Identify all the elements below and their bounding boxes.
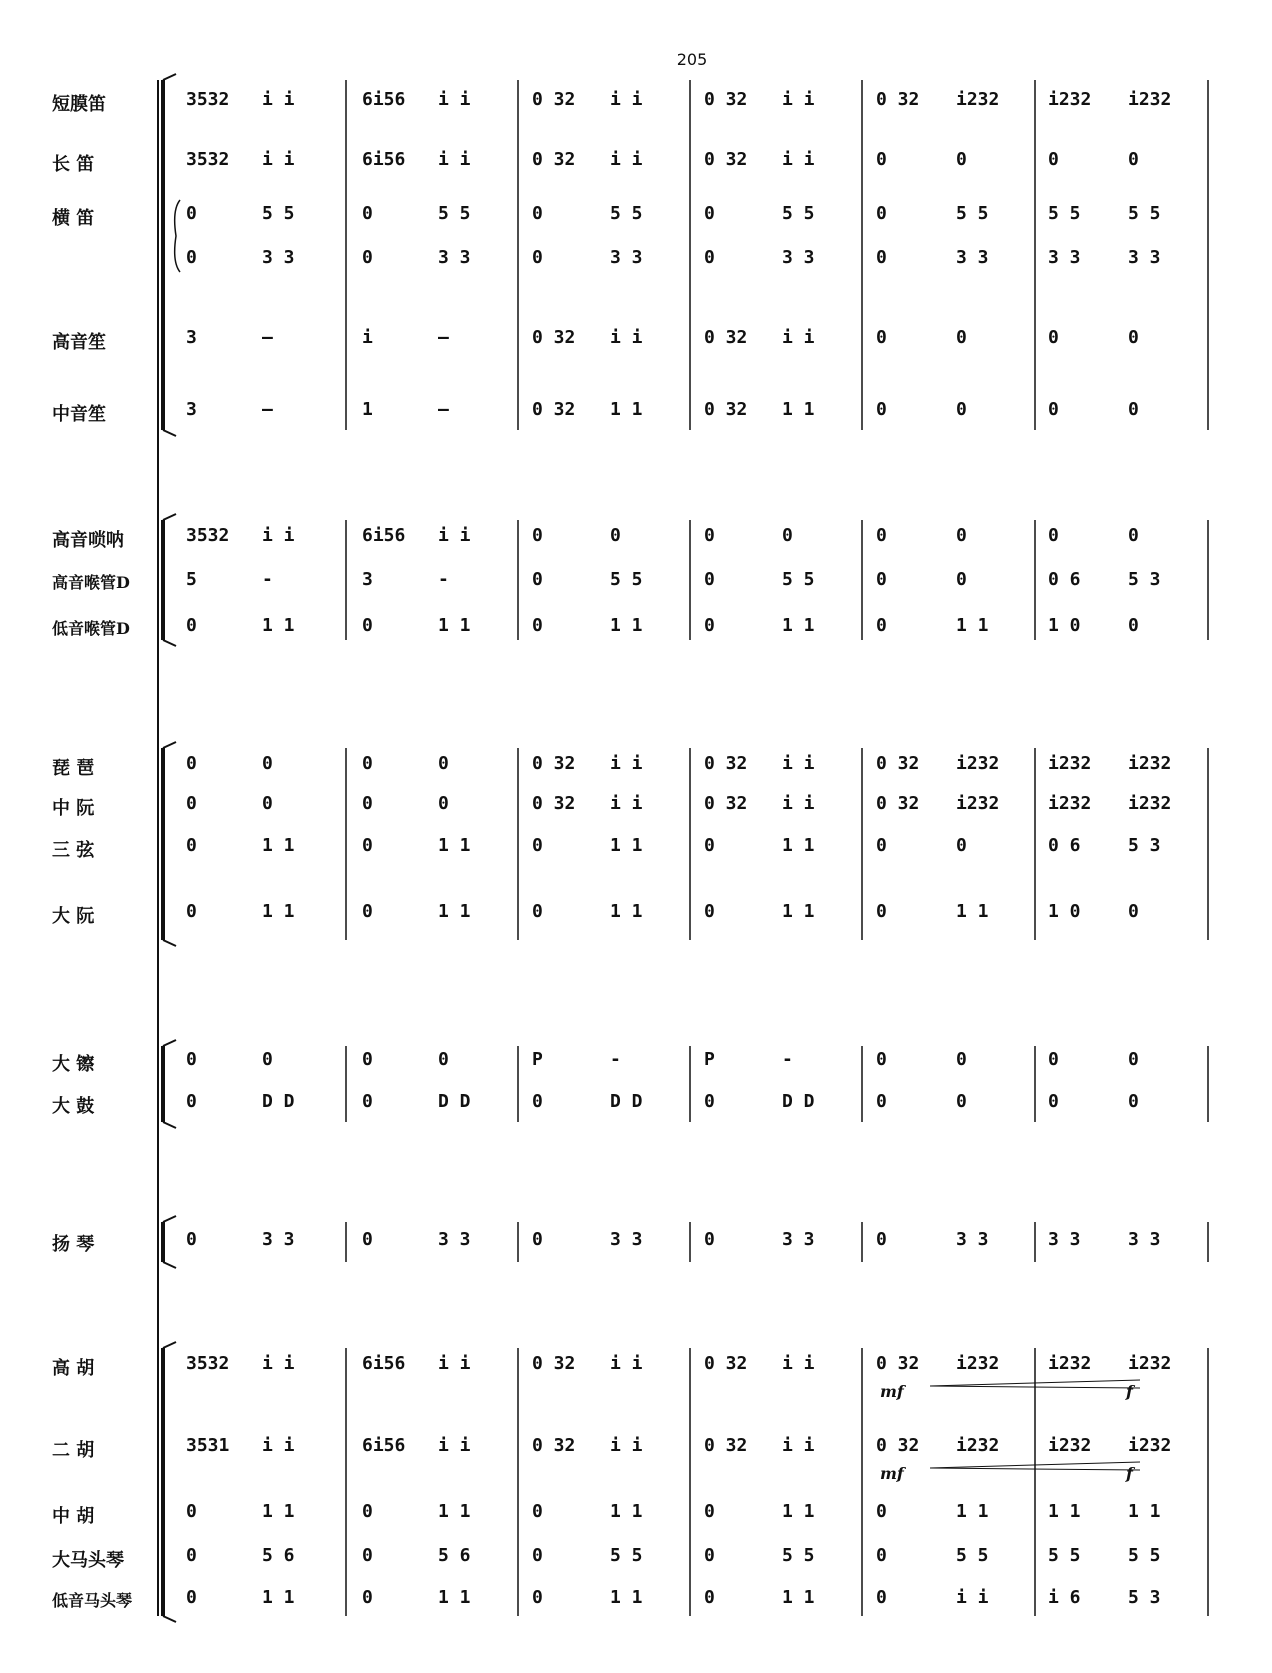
note-first-beat: 3 3 xyxy=(1048,1229,1081,1250)
note-first-beat: 1 xyxy=(362,399,373,420)
note-second-beat: 3 3 xyxy=(782,1229,815,1250)
note-first-beat: 0 xyxy=(704,1587,715,1608)
note-first-beat: i232 xyxy=(1048,793,1092,814)
note-second-beat: i i xyxy=(610,149,643,170)
bracket-hook-top xyxy=(163,1342,176,1348)
note-second-beat: 0 xyxy=(262,1049,273,1070)
note-first-beat: 0 xyxy=(532,901,543,922)
note-second-beat: 1 1 xyxy=(262,615,295,636)
note-first-beat: i232 xyxy=(1048,89,1092,110)
note-first-beat: 0 xyxy=(704,525,715,546)
note-second-beat: i i xyxy=(610,753,643,774)
note-first-beat: 0 xyxy=(1048,399,1059,420)
note-second-beat: 0 xyxy=(956,569,967,590)
instrument-label: 高音笙 xyxy=(52,332,106,353)
note-first-beat: 0 xyxy=(362,1501,373,1522)
note-second-beat: i232 xyxy=(1128,793,1172,814)
note-second-beat: i i xyxy=(782,89,815,110)
note-second-beat: 1 1 xyxy=(782,835,815,856)
note-first-beat: 0 xyxy=(362,793,373,814)
note-first-beat: 6i56 xyxy=(362,1435,406,1456)
note-first-beat: P xyxy=(704,1049,715,1070)
note-second-beat: i232 xyxy=(956,1435,1000,1456)
note-second-beat: 5 5 xyxy=(782,1545,815,1566)
note-first-beat: 0 xyxy=(362,1229,373,1250)
note-second-beat: i i xyxy=(438,149,471,170)
note-first-beat: 0 xyxy=(362,901,373,922)
note-first-beat: 0 xyxy=(186,1501,197,1522)
note-first-beat: 0 32 xyxy=(532,1435,576,1456)
note-second-beat: 5 3 xyxy=(1128,569,1161,590)
note-second-beat: i i xyxy=(438,1435,471,1456)
note-first-beat: 0 xyxy=(532,1501,543,1522)
instrument-label: 中音笙 xyxy=(52,404,106,425)
note-first-beat: 0 32 xyxy=(704,1353,748,1374)
note-first-beat: 0 xyxy=(186,1545,197,1566)
note-first-beat: 1 0 xyxy=(1048,901,1081,922)
note-second-beat: 0 xyxy=(438,1049,449,1070)
note-second-beat: - xyxy=(782,1049,793,1070)
note-second-beat: 0 xyxy=(262,753,273,774)
page-number: 205 xyxy=(676,50,708,69)
instrument-label: 长 笛 xyxy=(52,154,95,175)
note-second-beat: i i xyxy=(782,793,815,814)
instrument-label: 横 笛 xyxy=(52,208,95,229)
dynamic-mf: mf xyxy=(880,1382,904,1401)
note-second-beat: i i xyxy=(782,149,815,170)
note-first-beat: 0 xyxy=(704,615,715,636)
note-second-beat: 0 xyxy=(956,327,967,348)
note-first-beat: 0 xyxy=(876,1229,887,1250)
note-second-beat: 0 xyxy=(1128,901,1139,922)
note-second-beat: i i xyxy=(262,89,295,110)
note-first-beat: 0 32 xyxy=(532,399,576,420)
note-second-beat: 5 5 xyxy=(262,203,295,224)
note-second-beat: i i xyxy=(438,1353,471,1374)
note-first-beat: 0 xyxy=(1048,149,1059,170)
note-first-beat: i232 xyxy=(1048,753,1092,774)
note-second-beat: - xyxy=(438,569,449,590)
note-second-beat: i i xyxy=(956,1587,989,1608)
note-first-beat: 0 xyxy=(532,1545,543,1566)
note-second-beat: i i xyxy=(782,1353,815,1374)
note-first-beat: 0 xyxy=(186,615,197,636)
bracket-hook-bottom xyxy=(163,1122,176,1128)
note-first-beat: 6i56 xyxy=(362,149,406,170)
note-second-beat: D D xyxy=(262,1091,295,1112)
note-first-beat: 0 xyxy=(186,753,197,774)
note-second-beat: 3 3 xyxy=(1128,247,1161,268)
note-second-beat: 3 3 xyxy=(782,247,815,268)
note-second-beat: i i xyxy=(782,327,815,348)
note-first-beat: 0 xyxy=(532,203,543,224)
note-first-beat: 0 xyxy=(704,901,715,922)
note-second-beat: i232 xyxy=(956,1353,1000,1374)
note-first-beat: 0 xyxy=(876,1049,887,1070)
note-first-beat: 0 32 xyxy=(876,793,920,814)
note-first-beat: 0 xyxy=(362,1091,373,1112)
instrument-label: 琵 琶 xyxy=(52,758,95,779)
note-second-beat: i i xyxy=(438,89,471,110)
note-second-beat: 1 1 xyxy=(782,1587,815,1608)
note-second-beat: 1 1 xyxy=(438,901,471,922)
note-second-beat: 5 3 xyxy=(1128,835,1161,856)
note-second-beat: i i xyxy=(610,89,643,110)
note-second-beat: i i xyxy=(610,327,643,348)
note-first-beat: 0 xyxy=(704,569,715,590)
note-first-beat: 0 xyxy=(876,1091,887,1112)
note-second-beat: 0 xyxy=(1128,1049,1139,1070)
note-second-beat: 1 1 xyxy=(610,615,643,636)
note-second-beat: - xyxy=(610,1049,621,1070)
note-second-beat: 1 1 xyxy=(782,399,815,420)
note-second-beat: 3 3 xyxy=(956,247,989,268)
bracket-hook-top xyxy=(163,514,176,520)
note-first-beat: i232 xyxy=(1048,1353,1092,1374)
note-first-beat: 0 xyxy=(876,399,887,420)
note-first-beat: 0 xyxy=(704,1545,715,1566)
bracket-hook-bottom xyxy=(163,640,176,646)
note-first-beat: 0 xyxy=(704,1091,715,1112)
note-first-beat: 0 xyxy=(704,835,715,856)
note-first-beat: 0 xyxy=(186,1587,197,1608)
note-second-beat: i i xyxy=(262,149,295,170)
note-first-beat: 0 xyxy=(186,901,197,922)
instrument-label: 大 鼓 xyxy=(52,1096,95,1117)
bracket-hook-top xyxy=(163,1040,176,1046)
note-second-beat: i232 xyxy=(956,753,1000,774)
note-first-beat: 0 xyxy=(186,1229,197,1250)
note-second-beat: 0 xyxy=(262,793,273,814)
note-first-beat: 0 xyxy=(704,247,715,268)
note-second-beat: 1 1 xyxy=(610,1587,643,1608)
note-second-beat: 3 3 xyxy=(438,247,471,268)
instrument-label: 中 阮 xyxy=(52,798,95,819)
instrument-label: 三 弦 xyxy=(52,840,95,861)
note-second-beat: – xyxy=(438,399,449,420)
note-first-beat: 0 32 xyxy=(532,89,576,110)
note-second-beat: 5 5 xyxy=(610,203,643,224)
note-second-beat: 5 6 xyxy=(438,1545,471,1566)
note-first-beat: 0 32 xyxy=(704,149,748,170)
note-first-beat: 0 xyxy=(362,1049,373,1070)
note-first-beat: 5 5 xyxy=(1048,203,1081,224)
note-first-beat: 0 xyxy=(186,1091,197,1112)
note-first-beat: 0 xyxy=(532,1091,543,1112)
note-first-beat: 3 3 xyxy=(1048,247,1081,268)
note-second-beat: 1 1 xyxy=(262,901,295,922)
note-second-beat: D D xyxy=(610,1091,643,1112)
note-first-beat: 0 32 xyxy=(532,793,576,814)
note-first-beat: 0 xyxy=(876,569,887,590)
note-first-beat: 0 32 xyxy=(704,753,748,774)
note-first-beat: 0 32 xyxy=(532,753,576,774)
note-first-beat: 6i56 xyxy=(362,1353,406,1374)
note-second-beat: - xyxy=(262,569,273,590)
note-first-beat: i232 xyxy=(1048,1435,1092,1456)
note-second-beat: 1 1 xyxy=(438,615,471,636)
bracket-hook-top xyxy=(163,742,176,748)
note-first-beat: 0 xyxy=(1048,327,1059,348)
note-first-beat: 0 xyxy=(704,1501,715,1522)
note-first-beat: 0 32 xyxy=(704,89,748,110)
note-second-beat: 1 1 xyxy=(262,1501,295,1522)
note-first-beat: 0 xyxy=(362,1545,373,1566)
note-second-beat: 3 3 xyxy=(438,1229,471,1250)
note-second-beat: 0 xyxy=(438,753,449,774)
note-second-beat: 5 5 xyxy=(956,1545,989,1566)
note-first-beat: 5 5 xyxy=(1048,1545,1081,1566)
note-first-beat: 0 32 xyxy=(876,1435,920,1456)
note-first-beat: 0 xyxy=(876,1545,887,1566)
note-second-beat: 0 xyxy=(610,525,621,546)
note-first-beat: 0 xyxy=(362,615,373,636)
note-second-beat: i i xyxy=(782,753,815,774)
instrument-label: 短膜笛 xyxy=(52,94,106,115)
note-second-beat: 1 1 xyxy=(610,1501,643,1522)
note-first-beat: 0 32 xyxy=(876,1353,920,1374)
note-second-beat: – xyxy=(438,327,449,348)
note-first-beat: 0 xyxy=(532,1587,543,1608)
note-second-beat: – xyxy=(262,327,273,348)
note-second-beat: 0 xyxy=(1128,615,1139,636)
instrument-label: 高音唢呐 xyxy=(52,530,124,551)
note-first-beat: 0 32 xyxy=(876,753,920,774)
note-first-beat: 0 xyxy=(186,793,197,814)
note-first-beat: 0 xyxy=(876,525,887,546)
note-first-beat: 0 xyxy=(876,203,887,224)
note-first-beat: 0 xyxy=(876,149,887,170)
note-second-beat: 1 1 xyxy=(438,1501,471,1522)
note-second-beat: i i xyxy=(438,525,471,546)
note-first-beat: 3532 xyxy=(186,1353,230,1374)
bracket-hook-bottom xyxy=(163,430,176,436)
note-second-beat: 3 3 xyxy=(262,1229,295,1250)
dynamic-mf: mf xyxy=(880,1464,904,1483)
note-first-beat: 3531 xyxy=(186,1435,230,1456)
note-second-beat: 1 1 xyxy=(782,1501,815,1522)
note-second-beat: – xyxy=(262,399,273,420)
note-second-beat: 0 xyxy=(1128,1091,1139,1112)
note-second-beat: 1 1 xyxy=(610,399,643,420)
note-second-beat: 5 5 xyxy=(1128,203,1161,224)
instrument-label: 大马头琴 xyxy=(52,1550,124,1571)
note-second-beat: 1 1 xyxy=(782,901,815,922)
note-first-beat: 6i56 xyxy=(362,89,406,110)
instrument-label: 大 阮 xyxy=(52,906,95,927)
note-first-beat: 0 xyxy=(532,1229,543,1250)
note-second-beat: 5 5 xyxy=(782,203,815,224)
note-second-beat: 0 xyxy=(956,1049,967,1070)
note-second-beat: i232 xyxy=(956,793,1000,814)
note-first-beat: 0 xyxy=(532,835,543,856)
note-first-beat: 3 xyxy=(362,569,373,590)
note-first-beat: 0 xyxy=(532,569,543,590)
note-second-beat: i i xyxy=(262,525,295,546)
note-first-beat: P xyxy=(532,1049,543,1070)
note-second-beat: i232 xyxy=(1128,753,1172,774)
note-second-beat: 0 xyxy=(782,525,793,546)
note-second-beat: 5 5 xyxy=(438,203,471,224)
note-second-beat: 0 xyxy=(956,835,967,856)
note-first-beat: 0 xyxy=(362,1587,373,1608)
note-first-beat: 0 32 xyxy=(704,1435,748,1456)
note-second-beat: 1 1 xyxy=(262,1587,295,1608)
note-second-beat: 1 1 xyxy=(956,901,989,922)
note-second-beat: 1 1 xyxy=(782,615,815,636)
note-second-beat: i i xyxy=(262,1353,295,1374)
note-second-beat: D D xyxy=(782,1091,815,1112)
instrument-label: 扬 琴 xyxy=(52,1234,95,1255)
note-second-beat: i232 xyxy=(1128,1353,1172,1374)
note-second-beat: i i xyxy=(610,1353,643,1374)
note-first-beat: 0 xyxy=(876,327,887,348)
note-second-beat: 5 5 xyxy=(782,569,815,590)
note-second-beat: 1 1 xyxy=(610,901,643,922)
instrument-label: 二 胡 xyxy=(52,1440,95,1461)
instrument-label: 高音喉管D xyxy=(52,573,130,592)
note-first-beat: 3 xyxy=(186,399,197,420)
bracket-hook-top xyxy=(163,1216,176,1222)
note-first-beat: 0 xyxy=(186,247,197,268)
note-second-beat: 5 5 xyxy=(610,1545,643,1566)
note-second-beat: 5 5 xyxy=(610,569,643,590)
instrument-label: 高 胡 xyxy=(52,1358,95,1379)
note-first-beat: 3532 xyxy=(186,525,230,546)
note-first-beat: 0 xyxy=(876,1587,887,1608)
note-first-beat: 0 xyxy=(876,901,887,922)
note-second-beat: 5 5 xyxy=(1128,1545,1161,1566)
note-first-beat: 0 xyxy=(876,1501,887,1522)
note-first-beat: i 6 xyxy=(1048,1587,1081,1608)
note-first-beat: 5 xyxy=(186,569,197,590)
note-first-beat: 0 xyxy=(362,247,373,268)
note-first-beat: 0 xyxy=(704,1229,715,1250)
note-second-beat: 1 1 xyxy=(956,1501,989,1522)
note-second-beat: 0 xyxy=(438,793,449,814)
note-first-beat: 0 xyxy=(704,203,715,224)
dynamic-f: f xyxy=(1126,1464,1133,1483)
note-first-beat: 0 xyxy=(1048,525,1059,546)
note-second-beat: 1 1 xyxy=(438,835,471,856)
note-second-beat: 0 xyxy=(1128,525,1139,546)
note-first-beat: 0 xyxy=(186,1049,197,1070)
note-first-beat: 0 32 xyxy=(532,149,576,170)
note-first-beat: 0 xyxy=(362,753,373,774)
note-second-beat: i i xyxy=(262,1435,295,1456)
note-second-beat: 3 3 xyxy=(956,1229,989,1250)
note-second-beat: 0 xyxy=(1128,327,1139,348)
note-second-beat: 0 xyxy=(956,1091,967,1112)
note-first-beat: 0 32 xyxy=(876,89,920,110)
note-first-beat: 0 xyxy=(532,247,543,268)
note-first-beat: 0 xyxy=(876,615,887,636)
note-second-beat: i i xyxy=(782,1435,815,1456)
note-second-beat: 0 xyxy=(956,399,967,420)
bracket-hook-bottom xyxy=(163,1616,176,1622)
note-first-beat: i xyxy=(362,327,373,348)
note-first-beat: 3532 xyxy=(186,149,230,170)
note-second-beat: 0 xyxy=(956,525,967,546)
note-first-beat: 6i56 xyxy=(362,525,406,546)
instrument-label: 低音喉管D xyxy=(52,619,130,638)
note-second-beat: i i xyxy=(610,1435,643,1456)
instrument-label: 中 胡 xyxy=(52,1506,95,1527)
note-second-beat: 3 3 xyxy=(610,1229,643,1250)
note-second-beat: i i xyxy=(610,793,643,814)
note-first-beat: 0 32 xyxy=(532,1353,576,1374)
note-first-beat: 0 6 xyxy=(1048,569,1081,590)
note-first-beat: 0 6 xyxy=(1048,835,1081,856)
note-second-beat: 0 xyxy=(1128,149,1139,170)
note-second-beat: 5 6 xyxy=(262,1545,295,1566)
note-second-beat: 1 1 xyxy=(956,615,989,636)
note-first-beat: 0 xyxy=(1048,1049,1059,1070)
note-first-beat: 0 32 xyxy=(704,327,748,348)
note-second-beat: 1 1 xyxy=(262,835,295,856)
note-second-beat: i232 xyxy=(1128,89,1172,110)
bracket-hook-bottom xyxy=(163,940,176,946)
note-second-beat: 1 1 xyxy=(438,1587,471,1608)
brace xyxy=(175,200,180,272)
note-second-beat: 5 5 xyxy=(956,203,989,224)
bracket-hook-bottom xyxy=(163,1262,176,1268)
note-first-beat: 0 xyxy=(186,203,197,224)
note-first-beat: 0 xyxy=(532,615,543,636)
note-second-beat: D D xyxy=(438,1091,471,1112)
note-second-beat: 3 3 xyxy=(1128,1229,1161,1250)
note-first-beat: 0 32 xyxy=(532,327,576,348)
note-first-beat: 0 xyxy=(532,525,543,546)
note-first-beat: 0 xyxy=(876,835,887,856)
note-second-beat: 3 3 xyxy=(262,247,295,268)
note-first-beat: 0 xyxy=(876,247,887,268)
note-second-beat: i232 xyxy=(956,89,1000,110)
note-second-beat: 0 xyxy=(956,149,967,170)
bracket-hook-top xyxy=(163,74,176,80)
instrument-label: 大 镲 xyxy=(52,1054,95,1075)
note-second-beat: 3 3 xyxy=(610,247,643,268)
note-first-beat: 3532 xyxy=(186,89,230,110)
note-second-beat: i232 xyxy=(1128,1435,1172,1456)
note-first-beat: 3 xyxy=(186,327,197,348)
note-second-beat: 1 1 xyxy=(1128,1501,1161,1522)
note-first-beat: 0 32 xyxy=(704,793,748,814)
note-second-beat: 1 1 xyxy=(610,835,643,856)
note-first-beat: 0 xyxy=(362,835,373,856)
note-second-beat: 0 xyxy=(1128,399,1139,420)
note-first-beat: 0 xyxy=(1048,1091,1059,1112)
note-first-beat: 0 32 xyxy=(704,399,748,420)
note-first-beat: 0 xyxy=(362,203,373,224)
note-first-beat: 0 xyxy=(186,835,197,856)
note-second-beat: 5 3 xyxy=(1128,1587,1161,1608)
dynamic-f: f xyxy=(1126,1382,1133,1401)
note-first-beat: 1 1 xyxy=(1048,1501,1081,1522)
note-first-beat: 1 0 xyxy=(1048,615,1081,636)
instrument-label: 低音马头琴 xyxy=(52,1591,133,1610)
